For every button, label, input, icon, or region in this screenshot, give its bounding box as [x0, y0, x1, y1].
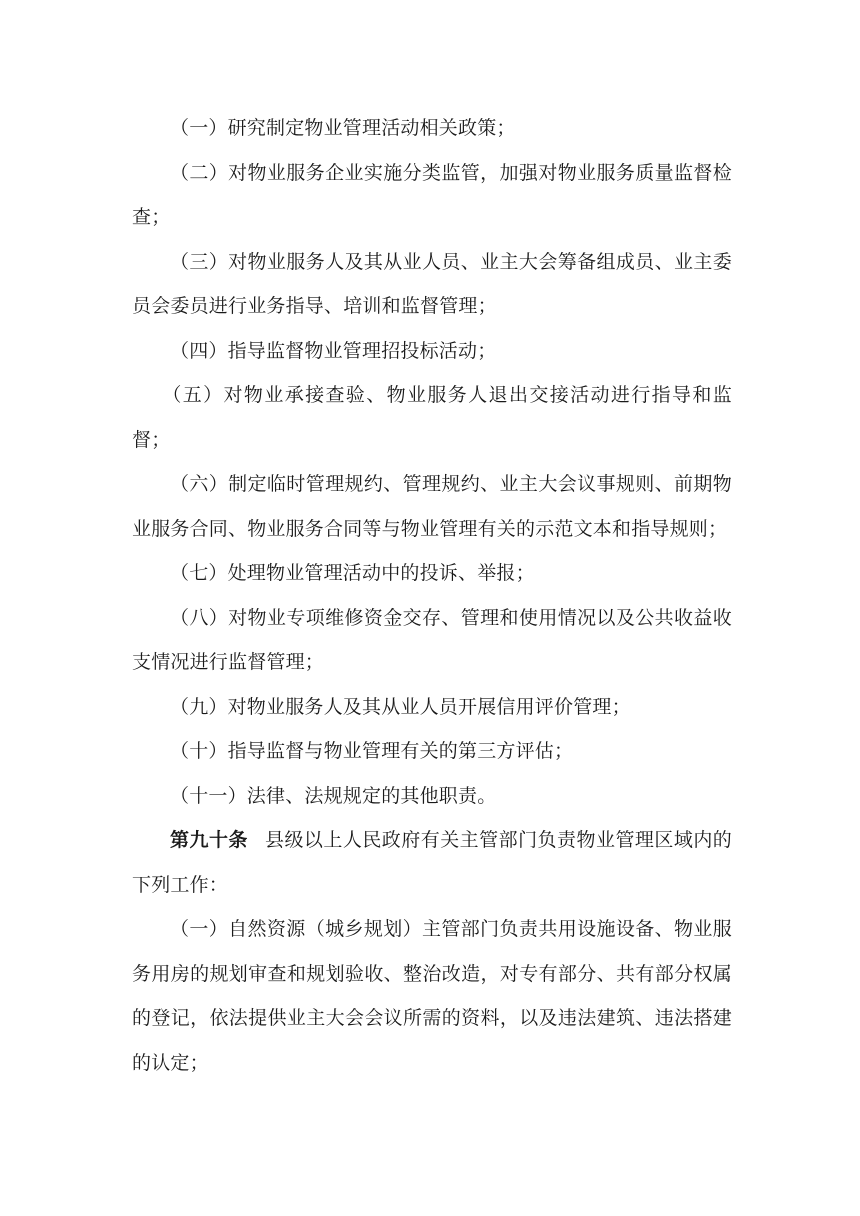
list-item: （九）对物业服务人及其从业人员开展信用评价管理； — [170, 695, 631, 718]
article-text: 县级以上人民政府有关主管部门负责物业管理区域内的下列工作： — [132, 829, 732, 896]
list-item: （十一）法律、法规规定的其他职责。 — [170, 784, 497, 807]
article-number: 第九十条 — [170, 829, 248, 851]
document-body — [132, 106, 732, 1085]
list-item: （一）研究制定物业管理活动相关政策； — [170, 117, 516, 139]
article-paragraph — [132, 818, 732, 907]
list-item: （七）处理物业管理活动中的投诉、举报； — [170, 562, 535, 584]
list-item: （八）对物业专项维修资金交存、管理和使用情况以及公共收益收支情况进行监督管理； — [132, 606, 732, 673]
list-item: （三）对物业服务人及其从业人员、业主大会筹备组成员、业主委员会委员进行业务指导、培训和监督管理； — [132, 250, 732, 317]
list-item: （六）制定临时管理规约、管理规约、业主大会议事规则、前期物业服务合同、物业服务合同等与物业管理有关的示范文本和指导规则； — [132, 473, 732, 540]
list-item: （五）对物业承接查验、物业服务人退出交接活动进行指导和监督； — [132, 384, 732, 451]
list-item: （十）指导监督与物业管理有关的第三方评估； — [170, 740, 574, 762]
list-item: （一）自然资源（城乡规划）主管部门负责共用设施设备、物业服务用房的规划审查和规划验收、整治改造，对专有部分、共有部分权属的登记，依法提供业主大会会议所需的资料，以及违法建筑、违法搭建的认定； — [132, 918, 732, 1074]
list-item: （二）对物业服务企业实施分类监管，加强对物业服务质量监督检查； — [132, 161, 732, 228]
list-item: （四）指导监督物业管理招投标活动； — [170, 339, 497, 362]
